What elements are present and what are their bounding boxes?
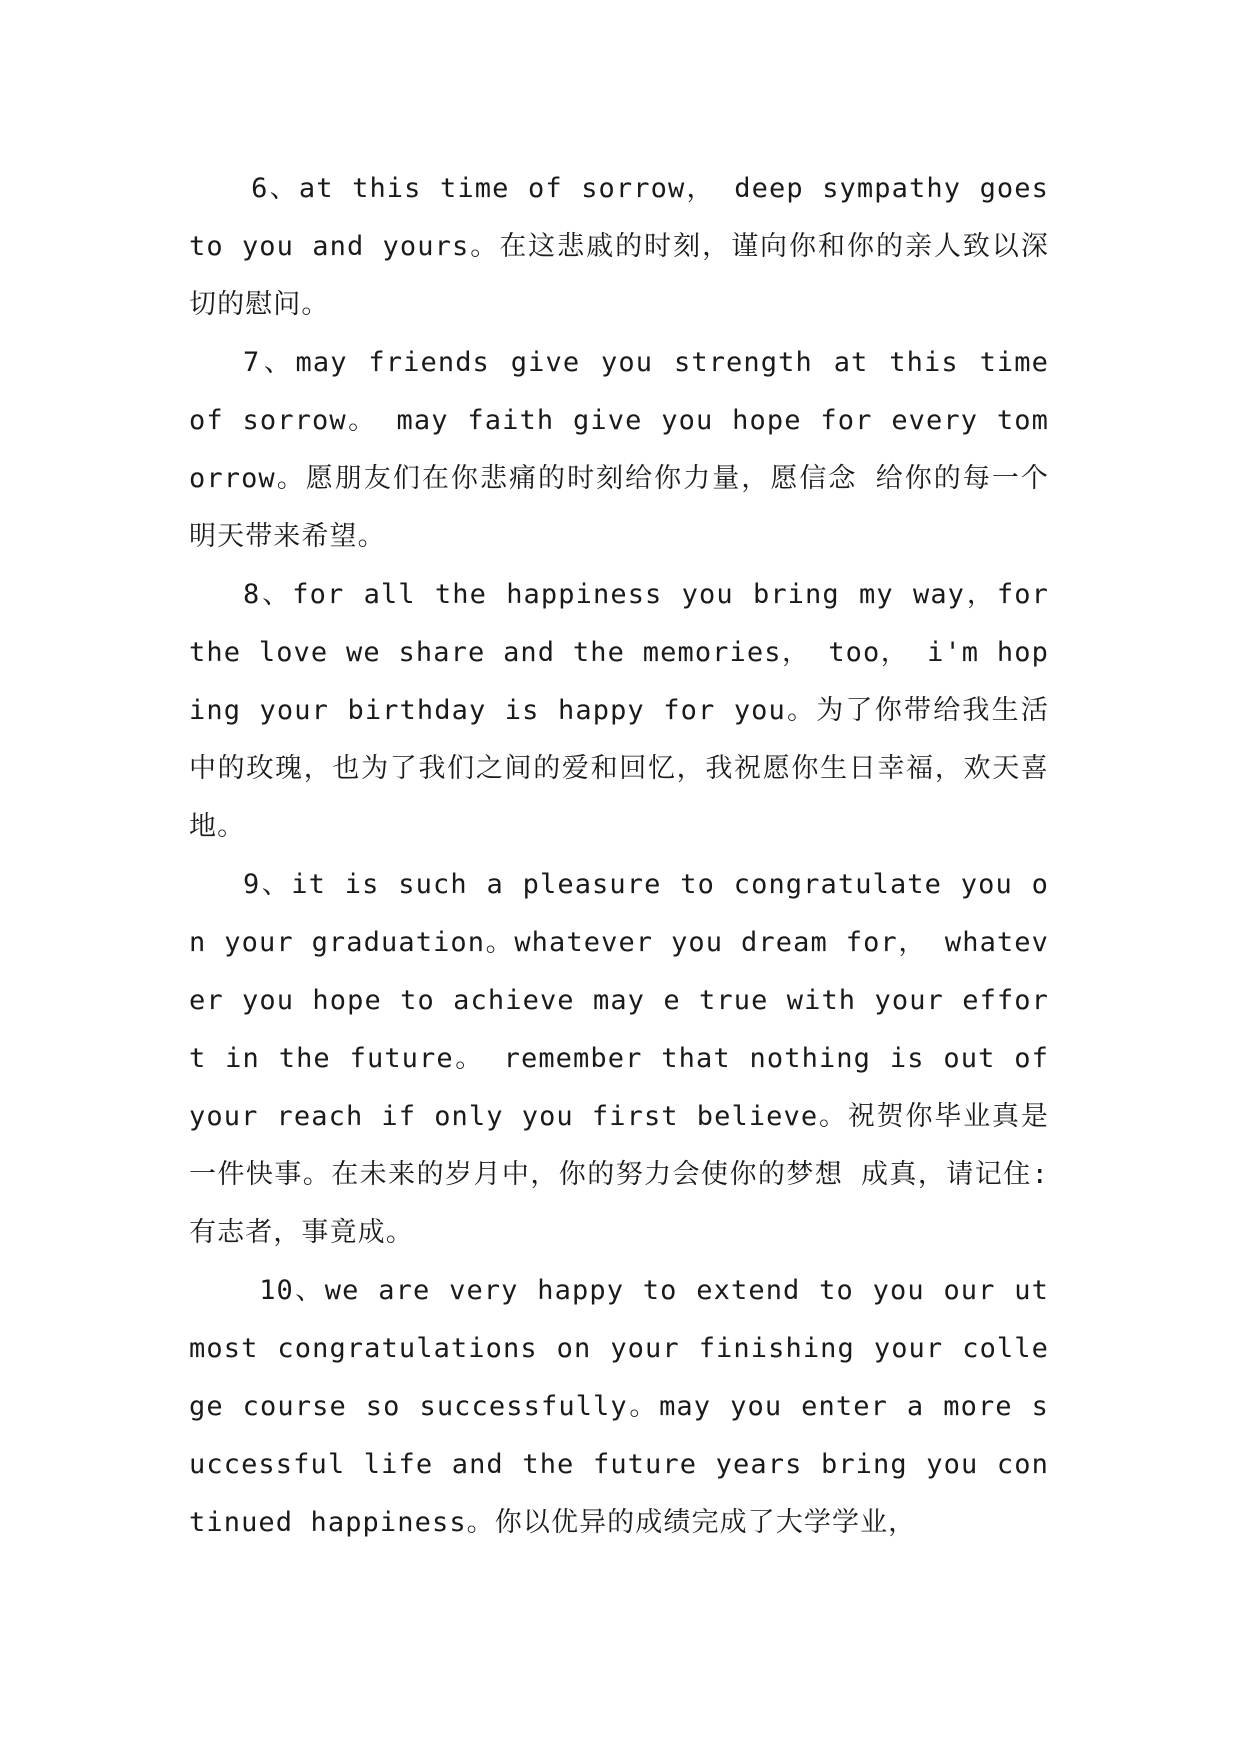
paragraph-8: 8、for all the happiness you bring my way，for the love we share and the memories， too， i'm hoping your birthday is happy for you。为了你带给我生活中的玫瑰，也为了我们之间的爱和回忆，我祝愿你生日幸福，欢天喜地。 (189, 579, 1049, 842)
paragraph-9: 9、it is such a pleasure to congratulate you on your graduation。whatever you dream for， whatever you hope to achieve may e true with your effort in the future。 remember that nothing is out of your reach if only you first believe。祝贺你毕业真是一件快事。在未来的岁月中，你的努力会使你的梦想 成真，请记住:有志者，事竟成。 (189, 869, 1049, 1248)
paragraph-10: 10、we are very happy to extend to you our utmost congratulations on your finishing your college course so successfully。may you enter a more successful life and the future years bring you continued happiness。你以优异的成绩完成了大学学业， (189, 1275, 1049, 1538)
paragraph-6: 6、at this time of sorrow， deep sympathy goes to you and yours。在这悲戚的时刻，谨向你和你的亲人致以深切的慰问。 (189, 173, 1049, 320)
paragraph-7: 7、may friends give you strength at this time of sorrow。 may faith give you hope for every tomorrow。愿朋友们在你悲痛的时刻给你力量，愿信念 给你的每一个明天带来希望。 (189, 347, 1049, 552)
body-text (189, 160, 1049, 1552)
